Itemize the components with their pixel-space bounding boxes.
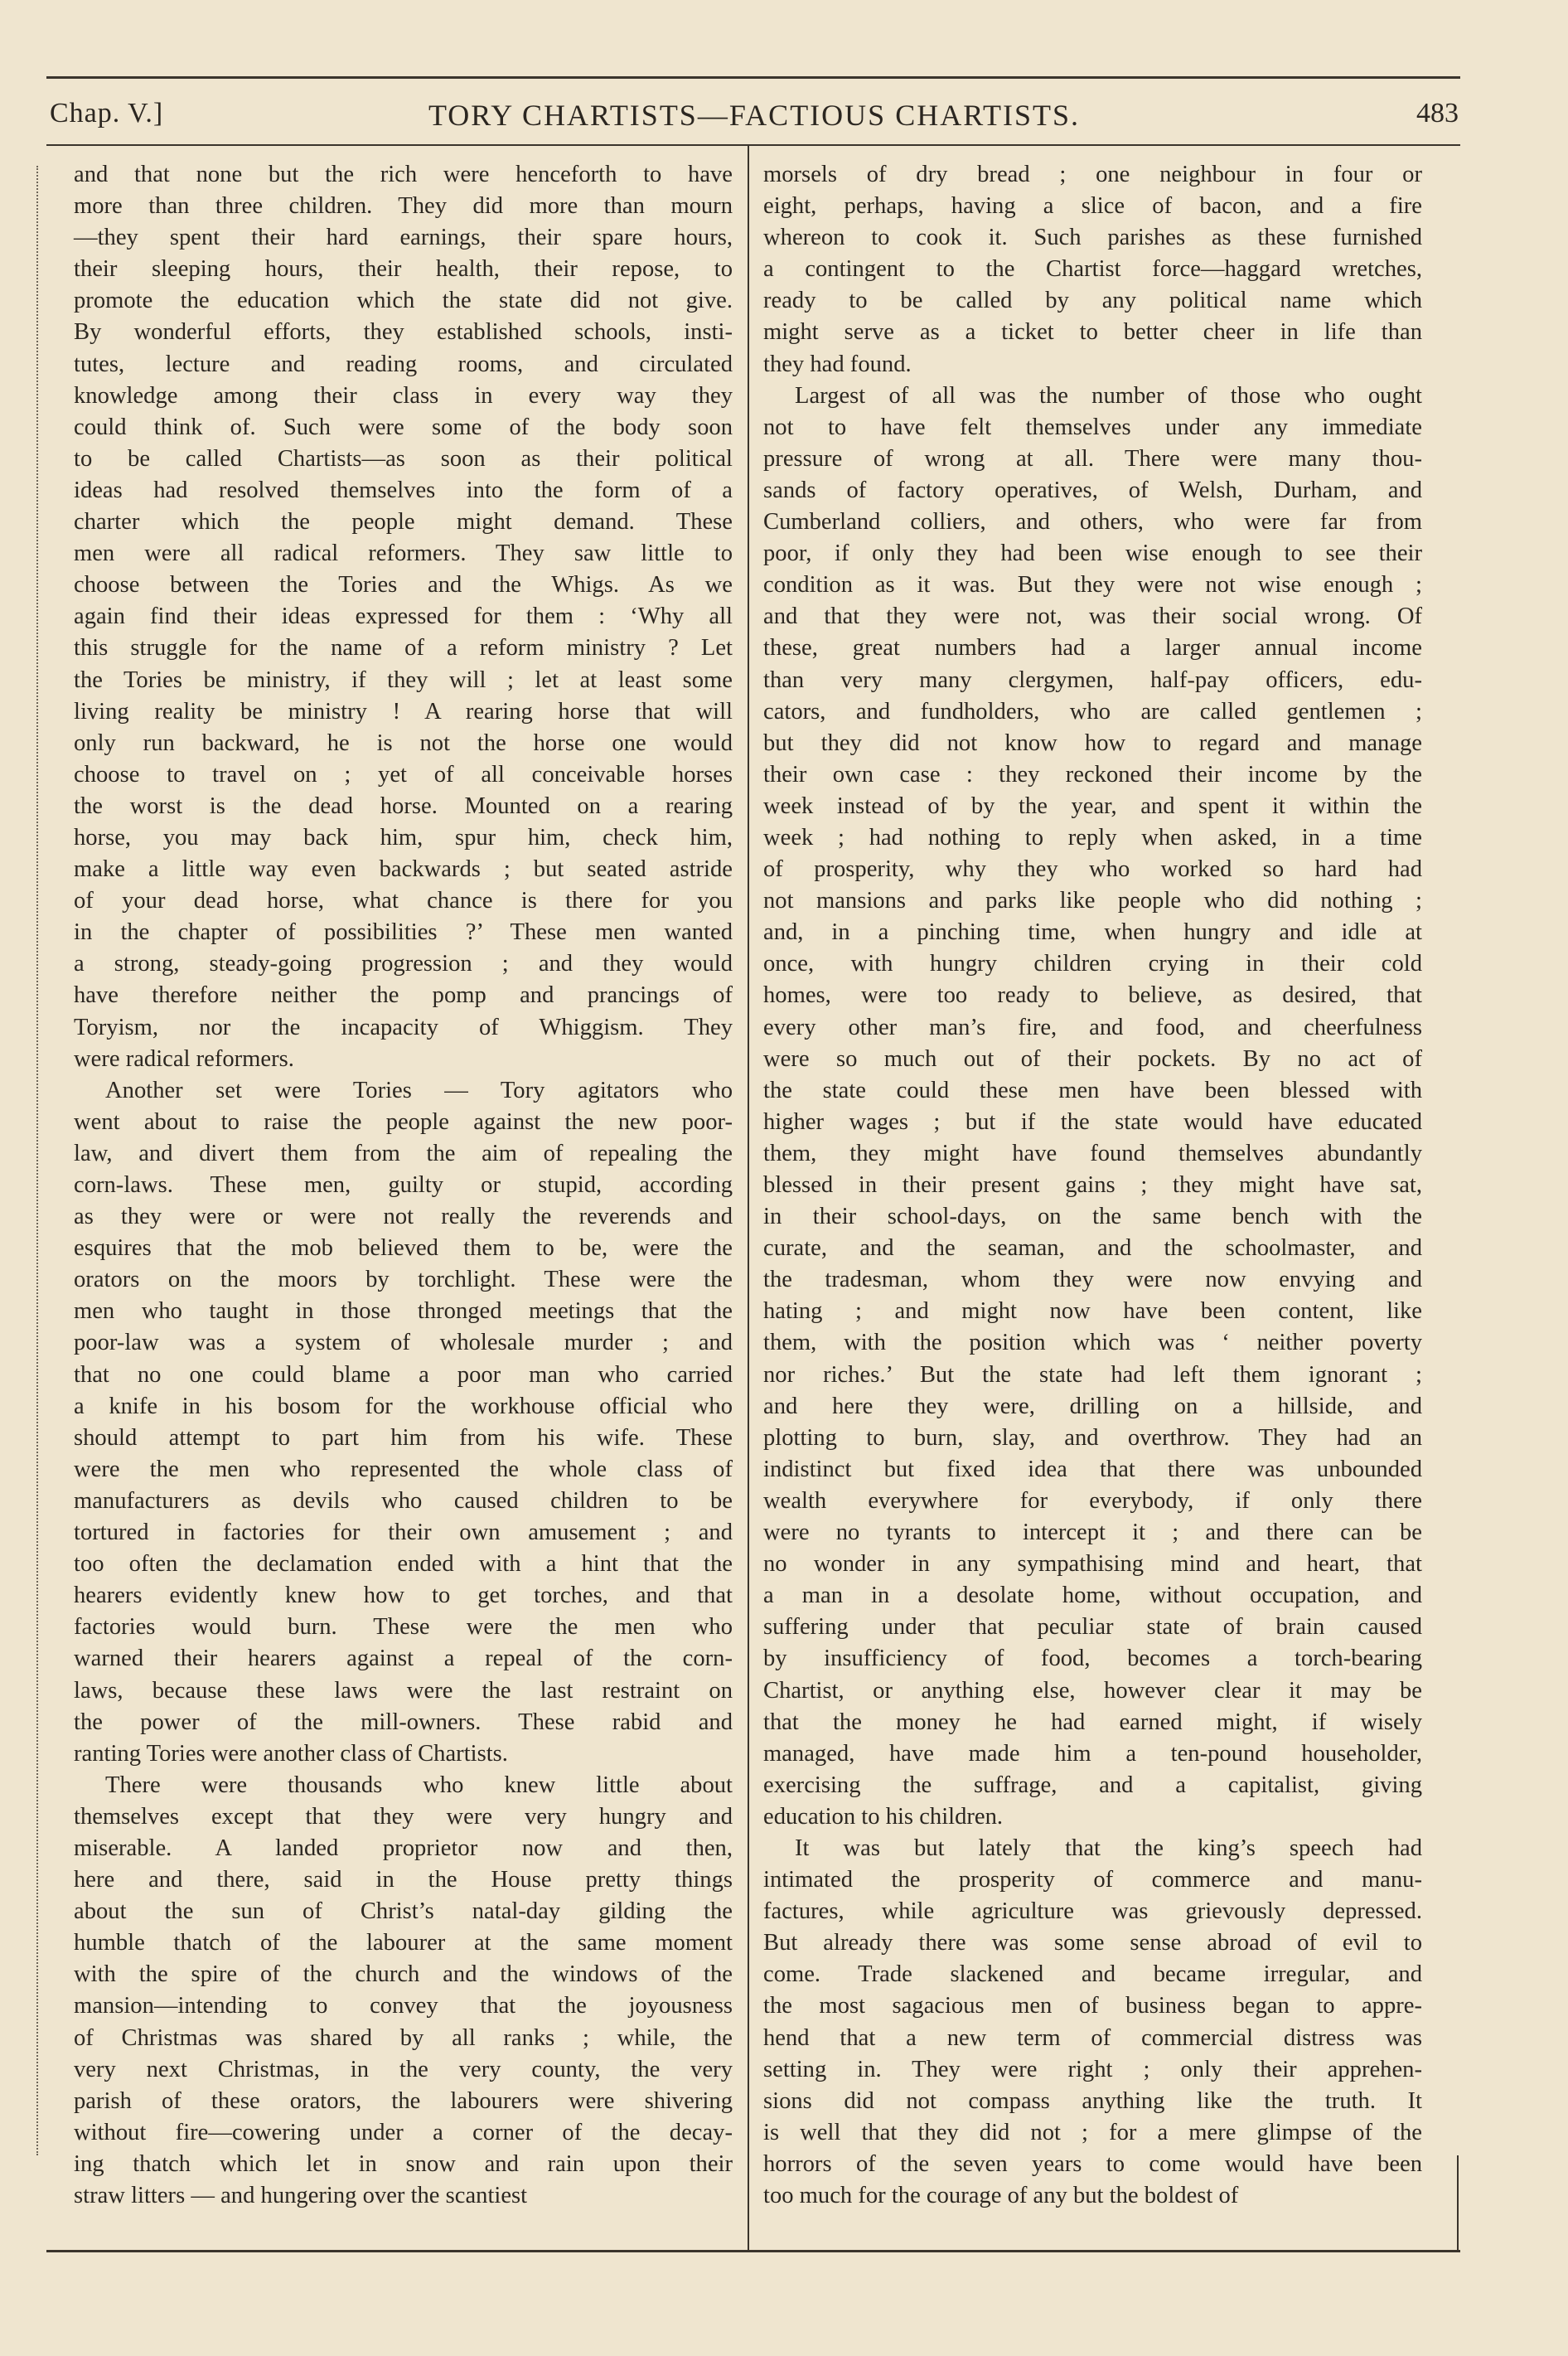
right-frame-rule <box>1457 2155 1459 2252</box>
text-line: charter which the people might demand. These <box>74 509 733 536</box>
text-line: that the money he had earned might, if wisely <box>763 1709 1422 1735</box>
text-line: not mansions and parks like people who did nothing ; <box>763 888 1422 914</box>
text-line: blessed in their present gains ; they might have sat, <box>763 1172 1422 1198</box>
text-line: plotting to burn, slay, and overthrow. They had an <box>763 1424 1422 1451</box>
text-line: than very many clergymen, half-pay officers, edu- <box>763 667 1422 693</box>
text-line: went about to raise the people against the new poor- <box>74 1108 733 1135</box>
text-line: the most sagacious men of business began to appre- <box>763 1993 1422 2019</box>
text-line: corn-laws. These men, guilty or stupid, according <box>74 1172 733 1198</box>
text-line: orators on the moors by torchlight. These were the <box>74 1267 733 1293</box>
text-line: Largest of all was the number of those who ought <box>795 382 1422 409</box>
text-line: wealth everywhere for everybody, if only there <box>763 1487 1422 1514</box>
text-line: a man in a desolate home, without occupation, and <box>763 1583 1422 1609</box>
left-column <box>74 159 733 2212</box>
text-line: Another set were Tories — Tory agitators who <box>105 1077 733 1103</box>
text-line: them, they might have found themselves abundantly <box>763 1140 1422 1166</box>
text-line: a knife in his bosom for the workhouse official who <box>74 1393 733 1419</box>
text-line: horse, you may back him, spur him, check him, <box>74 824 733 851</box>
column-divider <box>748 146 749 2252</box>
text-line: with the spire of the church and the windows of the <box>74 1961 733 1988</box>
text-line: a strong, steady-going progression ; and they would <box>74 951 733 977</box>
text-line: the power of the mill-owners. These rabid and <box>74 1709 733 1735</box>
text-line: tortured in factories for their own amusement ; and <box>74 1520 733 1546</box>
top-rule <box>46 76 1460 79</box>
text-line: Chartist, or anything else, however clear it may be <box>763 1677 1422 1704</box>
text-line: and here they were, drilling on a hillside, and <box>763 1393 1422 1419</box>
text-line: of your dead horse, what chance is there for you <box>74 888 733 914</box>
text-line: setting in. They were right ; only their apprehen- <box>763 2056 1422 2082</box>
text-line: knowledge among their class in every way they <box>74 382 733 409</box>
text-line: hearers evidently knew how to get torches, and that <box>74 1583 733 1609</box>
text-line: exercising the suffrage, and a capitalist, giving <box>763 1772 1422 1798</box>
text-line: parish of these orators, the labourers were shivering <box>74 2087 733 2114</box>
text-line: these, great numbers had a larger annual income <box>763 635 1422 662</box>
bottom-rule <box>46 2250 1460 2252</box>
text-line: suffering under that peculiar state of brain caused <box>763 1614 1422 1641</box>
text-line: living reality be ministry ! A rearing horse that will <box>74 698 733 725</box>
left-margin-dotted-line <box>36 166 39 2155</box>
text-line: eight, perhaps, having a slice of bacon, and a fire <box>763 193 1422 220</box>
text-line: they had found. <box>763 351 912 377</box>
text-line: the state could these men have been blessed with <box>763 1077 1422 1103</box>
text-line: morsels of dry bread ; one neighbour in four or <box>763 162 1422 187</box>
text-line: poor, if only they had been wise enough to see their <box>763 541 1422 567</box>
text-line: but they did not know how to regard and manage <box>763 730 1422 756</box>
running-header <box>50 98 1459 139</box>
text-line: mansion—intending to convey that the joyousness <box>74 1993 733 2019</box>
text-line: hating ; and might now have been content, like <box>763 1298 1422 1325</box>
header-rule <box>46 144 1460 146</box>
text-line: warned their hearers against a repeal of the corn- <box>74 1646 733 1672</box>
text-line: should attempt to part him from his wife. These <box>74 1424 733 1451</box>
text-line: ing thatch which let in snow and rain upon their <box>74 2150 733 2177</box>
text-line: men were all radical reformers. They saw little to <box>74 541 733 567</box>
text-line: by insufficiency of food, becomes a torch-bearing <box>763 1646 1422 1672</box>
text-line: factories would burn. These were the men who <box>74 1614 733 1641</box>
text-line: in their school-days, on the same bench with the <box>763 1204 1422 1230</box>
text-line: in the chapter of possibilities ?’ These men wanted <box>74 919 733 946</box>
text-line: choose to travel on ; yet of all conceivable horses <box>74 761 733 788</box>
text-line: were radical reformers. <box>74 1045 294 1072</box>
right-column <box>763 159 1422 2212</box>
text-line: nor riches.’ But the state had left them ignorant ; <box>763 1361 1422 1388</box>
text-line: esquires that the mob believed them to be, were the <box>74 1235 733 1262</box>
text-line: the Tories be ministry, if they will ; let at least some <box>74 667 733 693</box>
text-line: tutes, lecture and reading rooms, and circulated <box>74 351 733 377</box>
text-line: law, and divert them from the aim of repealing the <box>74 1140 733 1166</box>
text-line: sions did not compass anything like the truth. It <box>763 2087 1422 2114</box>
text-line: ready to be called by any political name which <box>763 288 1422 314</box>
text-line: once, with hungry children crying in their cold <box>763 951 1422 977</box>
text-line: and that they were not, was their social wrong. Of <box>763 604 1422 630</box>
text-line: not to have felt themselves under any immediate <box>763 414 1422 440</box>
text-line: managed, have made him a ten-pound householder, <box>763 1740 1422 1767</box>
text-line: miserable. A landed proprietor now and then, <box>74 1835 733 1861</box>
text-line: here and there, said in the House pretty things <box>74 1867 733 1893</box>
text-line: humble thatch of the labourer at the same moment <box>74 1930 733 1956</box>
text-line: factures, while agriculture was grievously depressed. <box>763 1898 1422 1925</box>
text-line: week instead of by the year, and spent it within the <box>763 793 1422 819</box>
text-line: curate, and the seaman, and the schoolmaster, and <box>763 1235 1422 1262</box>
text-line: Toryism, nor the incapacity of Whiggism. They <box>74 1014 733 1040</box>
text-line: them, with the position which was ‘ neither poverty <box>763 1330 1422 1356</box>
text-line: homes, were too ready to believe, as desired, that <box>763 982 1422 1009</box>
text-line: too often the declamation ended with a hint that the <box>74 1551 733 1578</box>
text-line: the tradesman, whom they were now envying and <box>763 1267 1422 1293</box>
text-line: poor-law was a system of wholesale murder ; and <box>74 1330 733 1356</box>
text-line: this struggle for the name of a reform ministry ? Let <box>74 635 733 662</box>
text-line: straw litters — and hungering over the scantiest <box>74 2183 528 2208</box>
running-title: TORY CHARTISTS—FACTIOUS CHARTISTS. <box>428 99 1081 132</box>
text-line: about the sun of Christ’s natal-day gilding the <box>74 1898 733 1925</box>
text-line: hend that a new term of commercial distress was <box>763 2024 1422 2051</box>
text-line: intimated the prosperity of commerce and manu- <box>763 1867 1422 1893</box>
text-line: could think of. Such were some of the body soon <box>74 414 733 440</box>
text-line: might serve as a ticket to better cheer in life than <box>763 319 1422 346</box>
text-line: without fire—cowering under a corner of the decay- <box>74 2119 733 2145</box>
text-line: no wonder in any sympathising mind and heart, that <box>763 1551 1422 1578</box>
text-line: come. Trade slackened and became irregular, and <box>763 1961 1422 1988</box>
text-line: promote the education which the state did not give. <box>74 288 733 314</box>
text-line: It was but lately that the king’s speech had <box>795 1835 1422 1861</box>
text-line: that no one could blame a poor man who carried <box>74 1361 733 1388</box>
text-line: the worst is the dead horse. Mounted on a rearing <box>74 793 733 819</box>
text-line: education to his children. <box>763 1803 1004 1830</box>
text-line: their sleeping hours, their health, their repose, to <box>74 256 733 283</box>
text-line: sands of factory operatives, of Welsh, Durham, and <box>763 477 1422 503</box>
text-line: men who taught in those thronged meetings that the <box>74 1298 733 1325</box>
text-line: again find their ideas expressed for them : ‘Why all <box>74 604 733 630</box>
text-line: —they spent their hard earnings, their spare hours, <box>74 225 733 251</box>
text-line: more than three children. They did more than mourn <box>74 193 733 220</box>
text-line: Cumberland colliers, and others, who were far from <box>763 509 1422 536</box>
text-line: choose between the Tories and the Whigs. As we <box>74 572 733 599</box>
text-line: There were thousands who knew little about <box>105 1772 733 1798</box>
text-line: to be called Chartists—as soon as their political <box>74 445 733 472</box>
text-line: their own case : they reckoned their income by the <box>763 761 1422 788</box>
text-line: were the men who represented the whole class of <box>74 1456 733 1482</box>
text-line: indistinct but fixed idea that there was unbounded <box>763 1456 1422 1482</box>
text-line: and, in a pinching time, when hungry and idle at <box>763 919 1422 946</box>
text-line: only run backward, he is not the horse one would <box>74 730 733 756</box>
text-line: laws, because these laws were the last restraint on <box>74 1677 733 1704</box>
text-line: whereon to cook it. Such parishes as these furnished <box>763 225 1422 251</box>
text-line: horrors of the seven years to come would have been <box>763 2150 1422 2177</box>
text-line: very next Christmas, in the very county, the very <box>74 2056 733 2082</box>
text-line: cators, and fundholders, who are called gentlemen ; <box>763 698 1422 725</box>
chapter-label: Chap. V.] <box>50 98 164 128</box>
text-line: were so much out of their pockets. By no act of <box>763 1045 1422 1072</box>
text-line: By wonderful efforts, they established schools, insti- <box>74 319 733 346</box>
text-line: have therefore neither the pomp and prancings of <box>74 982 733 1009</box>
text-line: of prosperity, why they who worked so hard had <box>763 856 1422 883</box>
text-line: ideas had resolved themselves into the form of a <box>74 477 733 503</box>
text-line: themselves except that they were very hungry and <box>74 1803 733 1830</box>
text-line: as they were or were not really the reverends and <box>74 1204 733 1230</box>
text-line: But already there was some sense abroad of evil to <box>763 1930 1422 1956</box>
text-line: of Christmas was shared by all ranks ; while, the <box>74 2024 733 2051</box>
text-line: a contingent to the Chartist force—haggard wretches, <box>763 256 1422 283</box>
text-line: condition as it was. But they were not wise enough ; <box>763 572 1422 599</box>
text-line: pressure of wrong at all. There were many thou- <box>763 445 1422 472</box>
text-line: is well that they did not ; for a mere glimpse of the <box>763 2119 1422 2145</box>
text-line: too much for the courage of any but the boldest of <box>763 2183 1239 2208</box>
text-line: make a little way even backwards ; but seated astride <box>74 856 733 883</box>
text-line: and that none but the rich were henceforth to have <box>74 162 733 187</box>
text-line: every other man’s fire, and food, and cheerfulness <box>763 1014 1422 1040</box>
text-line: were no tyrants to intercept it ; and there can be <box>763 1520 1422 1546</box>
text-line: week ; had nothing to reply when asked, in a time <box>763 824 1422 851</box>
page-number: 483 <box>1416 98 1459 128</box>
text-line: manufacturers as devils who caused children to be <box>74 1487 733 1514</box>
text-line: ranting Tories were another class of Chartists. <box>74 1740 508 1767</box>
text-line: higher wages ; but if the state would have educated <box>763 1108 1422 1135</box>
